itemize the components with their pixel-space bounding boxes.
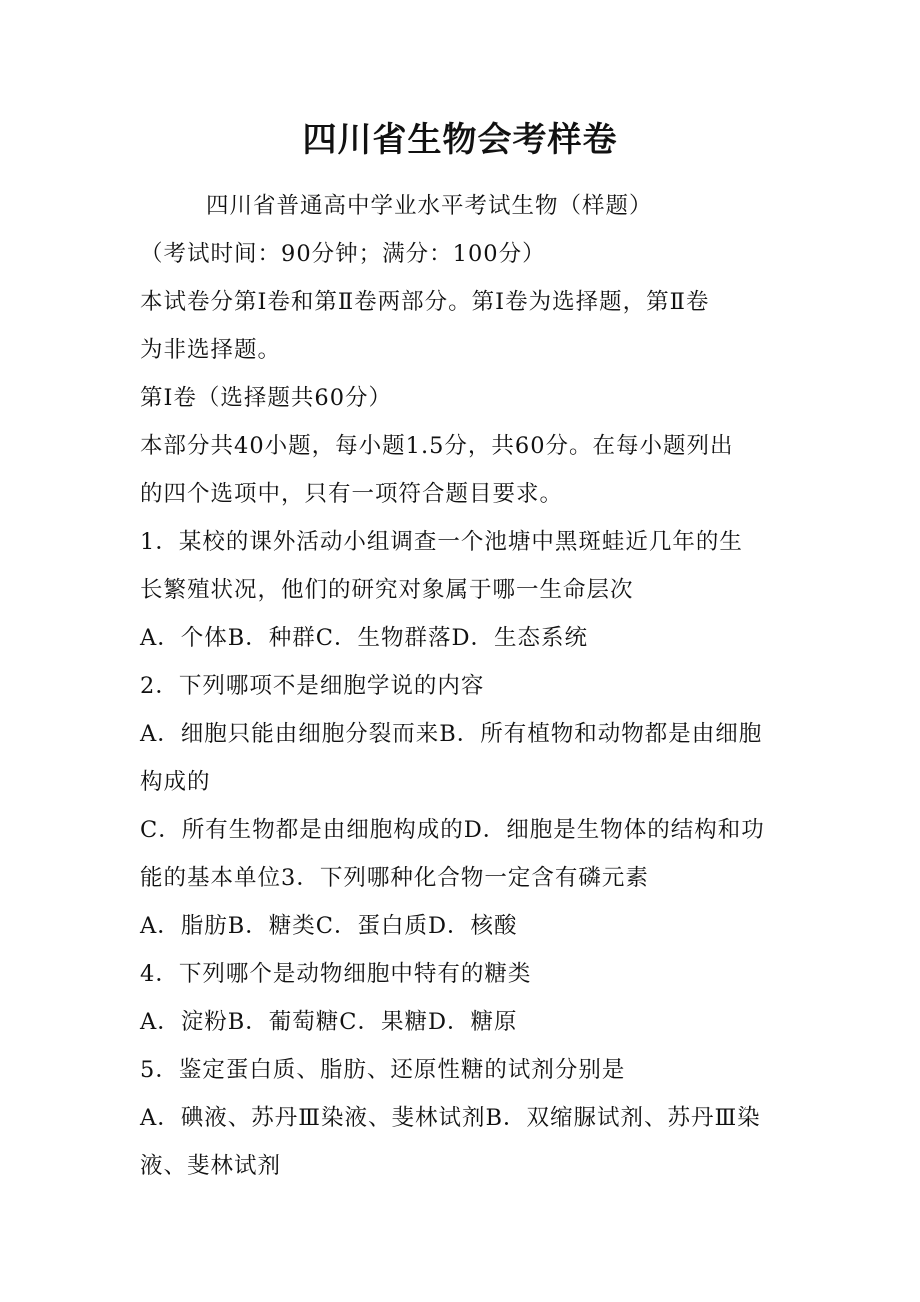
- document-title: 四川省生物会考样卷: [302, 120, 618, 160]
- intro-line: 为非选择题。: [140, 337, 282, 363]
- instruction-line: 本部分共40小题，每小题1.5分，共60分。在每小题列出: [140, 433, 734, 459]
- instruction-line: 的四个选项中，只有一项符合题目要求。: [140, 481, 564, 507]
- options-line: A．细胞只能由细胞分裂而来B．所有植物和动物都是由细胞: [140, 721, 763, 747]
- question-line: 4．下列哪个是动物细胞中特有的糖类: [140, 961, 532, 987]
- options-line: A．个体B．种群C．生物群落D．生态系统: [140, 625, 589, 651]
- question-line: 能的基本单位3．下列哪种化合物一定含有磷元素: [140, 865, 649, 891]
- options-line: 液、斐林试剂: [140, 1153, 282, 1179]
- section-heading: 第Ⅰ卷（选择题共60分）: [140, 385, 393, 411]
- options-line: A．碘液、苏丹Ⅲ染液、斐林试剂B．双缩脲试剂、苏丹Ⅲ染: [140, 1105, 761, 1131]
- options-line: A．脂肪B．糖类C．蛋白质D．核酸: [140, 913, 518, 939]
- document-subtitle: 四川省普通高中学业水平考试生物（样题）: [206, 193, 653, 219]
- options-line: A．淀粉B．葡萄糖C．果糖D．糖原: [140, 1009, 518, 1035]
- question-line: 1．某校的课外活动小组调查一个池塘中黑斑蛙近几年的生: [140, 529, 743, 555]
- options-line: C．所有生物都是由细胞构成的D．细胞是生物体的结构和功: [140, 817, 765, 843]
- question-line: 2．下列哪项不是细胞学说的内容: [140, 673, 485, 699]
- intro-line: 本试卷分第Ⅰ卷和第Ⅱ卷两部分。第Ⅰ卷为选择题，第Ⅱ卷: [140, 289, 710, 315]
- exam-info-line: （考试时间：90分钟；满分：100分）: [140, 241, 546, 267]
- question-line: 长繁殖状况，他们的研究对象属于哪一生命层次: [140, 577, 634, 603]
- options-line: 构成的: [140, 769, 211, 795]
- question-line: 5．鉴定蛋白质、脂肪、还原性糖的试剂分别是: [140, 1057, 626, 1083]
